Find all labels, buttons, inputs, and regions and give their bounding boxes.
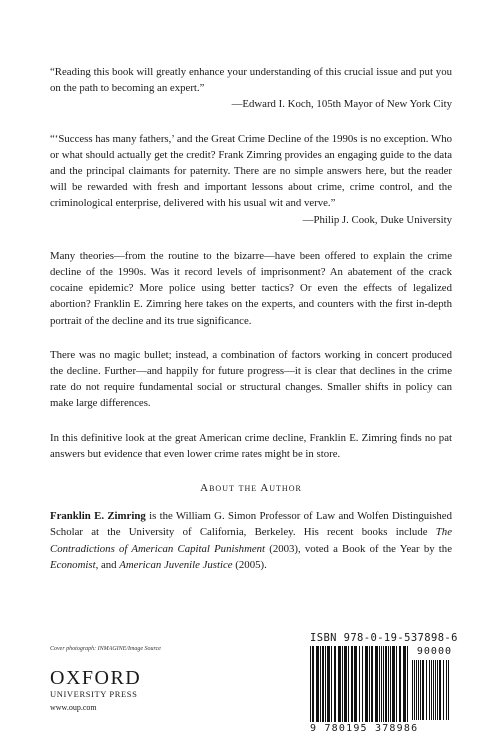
description-paragraph: Many theories—from the routine to the bizarre—have been offered to explain the crime decline of the 1990s. Was it record levels of imprisonment? An abatement of the crack cocaine epidemic? More police using better tactics? Or even the effects of legalized abortion? Franklin E. Zimring here takes on the experts, and counters with the first in-depth portrait of the decline and its true significance. (50, 249, 452, 327)
barcode-bar (388, 646, 389, 722)
barcode-bar (359, 646, 360, 722)
ean-digits: 9 780195 378986 (310, 723, 419, 734)
barcode-bar (412, 660, 413, 720)
author-bio-text: (2005). (232, 558, 267, 571)
barcode-bar (342, 646, 343, 722)
barcode-bar (403, 646, 406, 722)
isbn-label: ISBN 978-0-19-537898-6 (310, 632, 458, 644)
barcode-bar (448, 660, 449, 720)
barcode-bar (331, 646, 332, 722)
barcode-bar (344, 646, 347, 722)
barcode-bar (422, 660, 424, 720)
barcode-bar (375, 646, 378, 722)
blurb-koch: “Reading this book will greatly enhance your understanding of this crucial issue and put you on the path to becoming an expert.” (50, 66, 452, 95)
barcode-bar (365, 646, 368, 722)
description-paragraph: In this definitive look at the great American crime decline, Franklin E. Zimring finds no pat answers but evidence that even lower crime rates might be in store. (50, 431, 452, 460)
barcode-bar (418, 660, 419, 720)
author-bio (50, 508, 452, 573)
barcode-bar (431, 660, 432, 720)
barcode-bar (429, 660, 430, 720)
cover-photo-credit: Cover photograph: INMAGINE/Image Source (50, 646, 161, 652)
about-author-heading: About the Author (200, 482, 302, 495)
book-title: The Contradictions of American Capital Punishment (50, 526, 452, 555)
barcode-bar (322, 646, 324, 722)
barcode-bar (435, 660, 436, 720)
barcode-bar (416, 660, 417, 720)
barcode-bar (420, 660, 421, 720)
price-barcode-bars (412, 660, 452, 720)
barcode-bar (325, 646, 326, 722)
barcode-bar (316, 646, 319, 722)
barcode-bar (426, 660, 427, 720)
barcode-bar (369, 646, 370, 722)
publisher-url: www.oup.com (50, 703, 97, 712)
author-bio-text: and (98, 558, 120, 571)
barcode-bar (392, 646, 395, 722)
author-bio-text: (2003), voted a Book of the Year by the (265, 542, 452, 555)
barcode-bar (371, 646, 373, 722)
author-name: Franklin E. Zimring (50, 510, 146, 523)
barcode-bar (320, 646, 321, 722)
barcode-bar (433, 660, 434, 720)
barcode-bar (407, 646, 408, 722)
barcode-bar (390, 646, 391, 722)
description-paragraph: There was no magic bullet; instead, a combination of factors working in concert produced the decline. Further—and happily for future progress—it is clear that declines in the crime rate do not require fundamental social or structural changes. Smaller shifts in policy can make large differences. (50, 348, 452, 410)
blurb-koch-attribution: —Edward I. Koch, 105th Mayor of New York City (231, 98, 452, 111)
barcode-bar (338, 646, 341, 722)
barcode-bar (379, 646, 380, 722)
publisher-logo (50, 668, 150, 714)
barcode-bars (310, 646, 410, 724)
barcode-bar (446, 660, 447, 720)
publisher-name: OXFORD (50, 667, 142, 689)
barcode-bar (383, 646, 384, 722)
blurb-cook: “‘Success has many fathers,’ and the Great Crime Decline of the 1990s is no exception. Who or what should actually get the credit? Frank Zimring provides an engaging guide to the data and the principal claimants for paternity. There are no simple answers here, but the reader will be rewarded with fresh and important lessons about crime, crime control, and the criminological enterprise, delivered with his usual wit and verve.” (50, 132, 452, 210)
barcode-bar (334, 646, 336, 722)
barcode-bar (439, 660, 441, 720)
publication-title: Economist, (50, 558, 99, 571)
book-title: American Juvenile Justice (119, 558, 233, 571)
isbn-barcode (310, 632, 458, 740)
price-code: 90000 (416, 646, 452, 657)
barcode-bar (437, 660, 438, 720)
barcode-bar (396, 646, 397, 722)
barcode-bar (381, 646, 382, 722)
barcode-bar (348, 646, 349, 722)
barcode-bar (414, 660, 415, 720)
cover-text (50, 64, 452, 573)
barcode-bar (354, 646, 357, 722)
author-bio-text: is the William G. Simon Professor of Law and Wolfen Distinguished Scholar at the University of California, Berkeley. His recent books include (50, 510, 452, 539)
barcode-bar (399, 646, 401, 722)
barcode-bar (351, 646, 353, 722)
blurb-cook-attribution: —Philip J. Cook, Duke University (302, 213, 452, 226)
publisher-press: UNIVERSITY PRESS (50, 689, 138, 699)
barcode-bar (312, 646, 314, 722)
barcode-bar (443, 660, 444, 720)
barcode-bar (310, 646, 311, 722)
barcode-bar (362, 646, 363, 722)
barcode-bar (327, 646, 330, 722)
barcode-bar (385, 646, 387, 722)
